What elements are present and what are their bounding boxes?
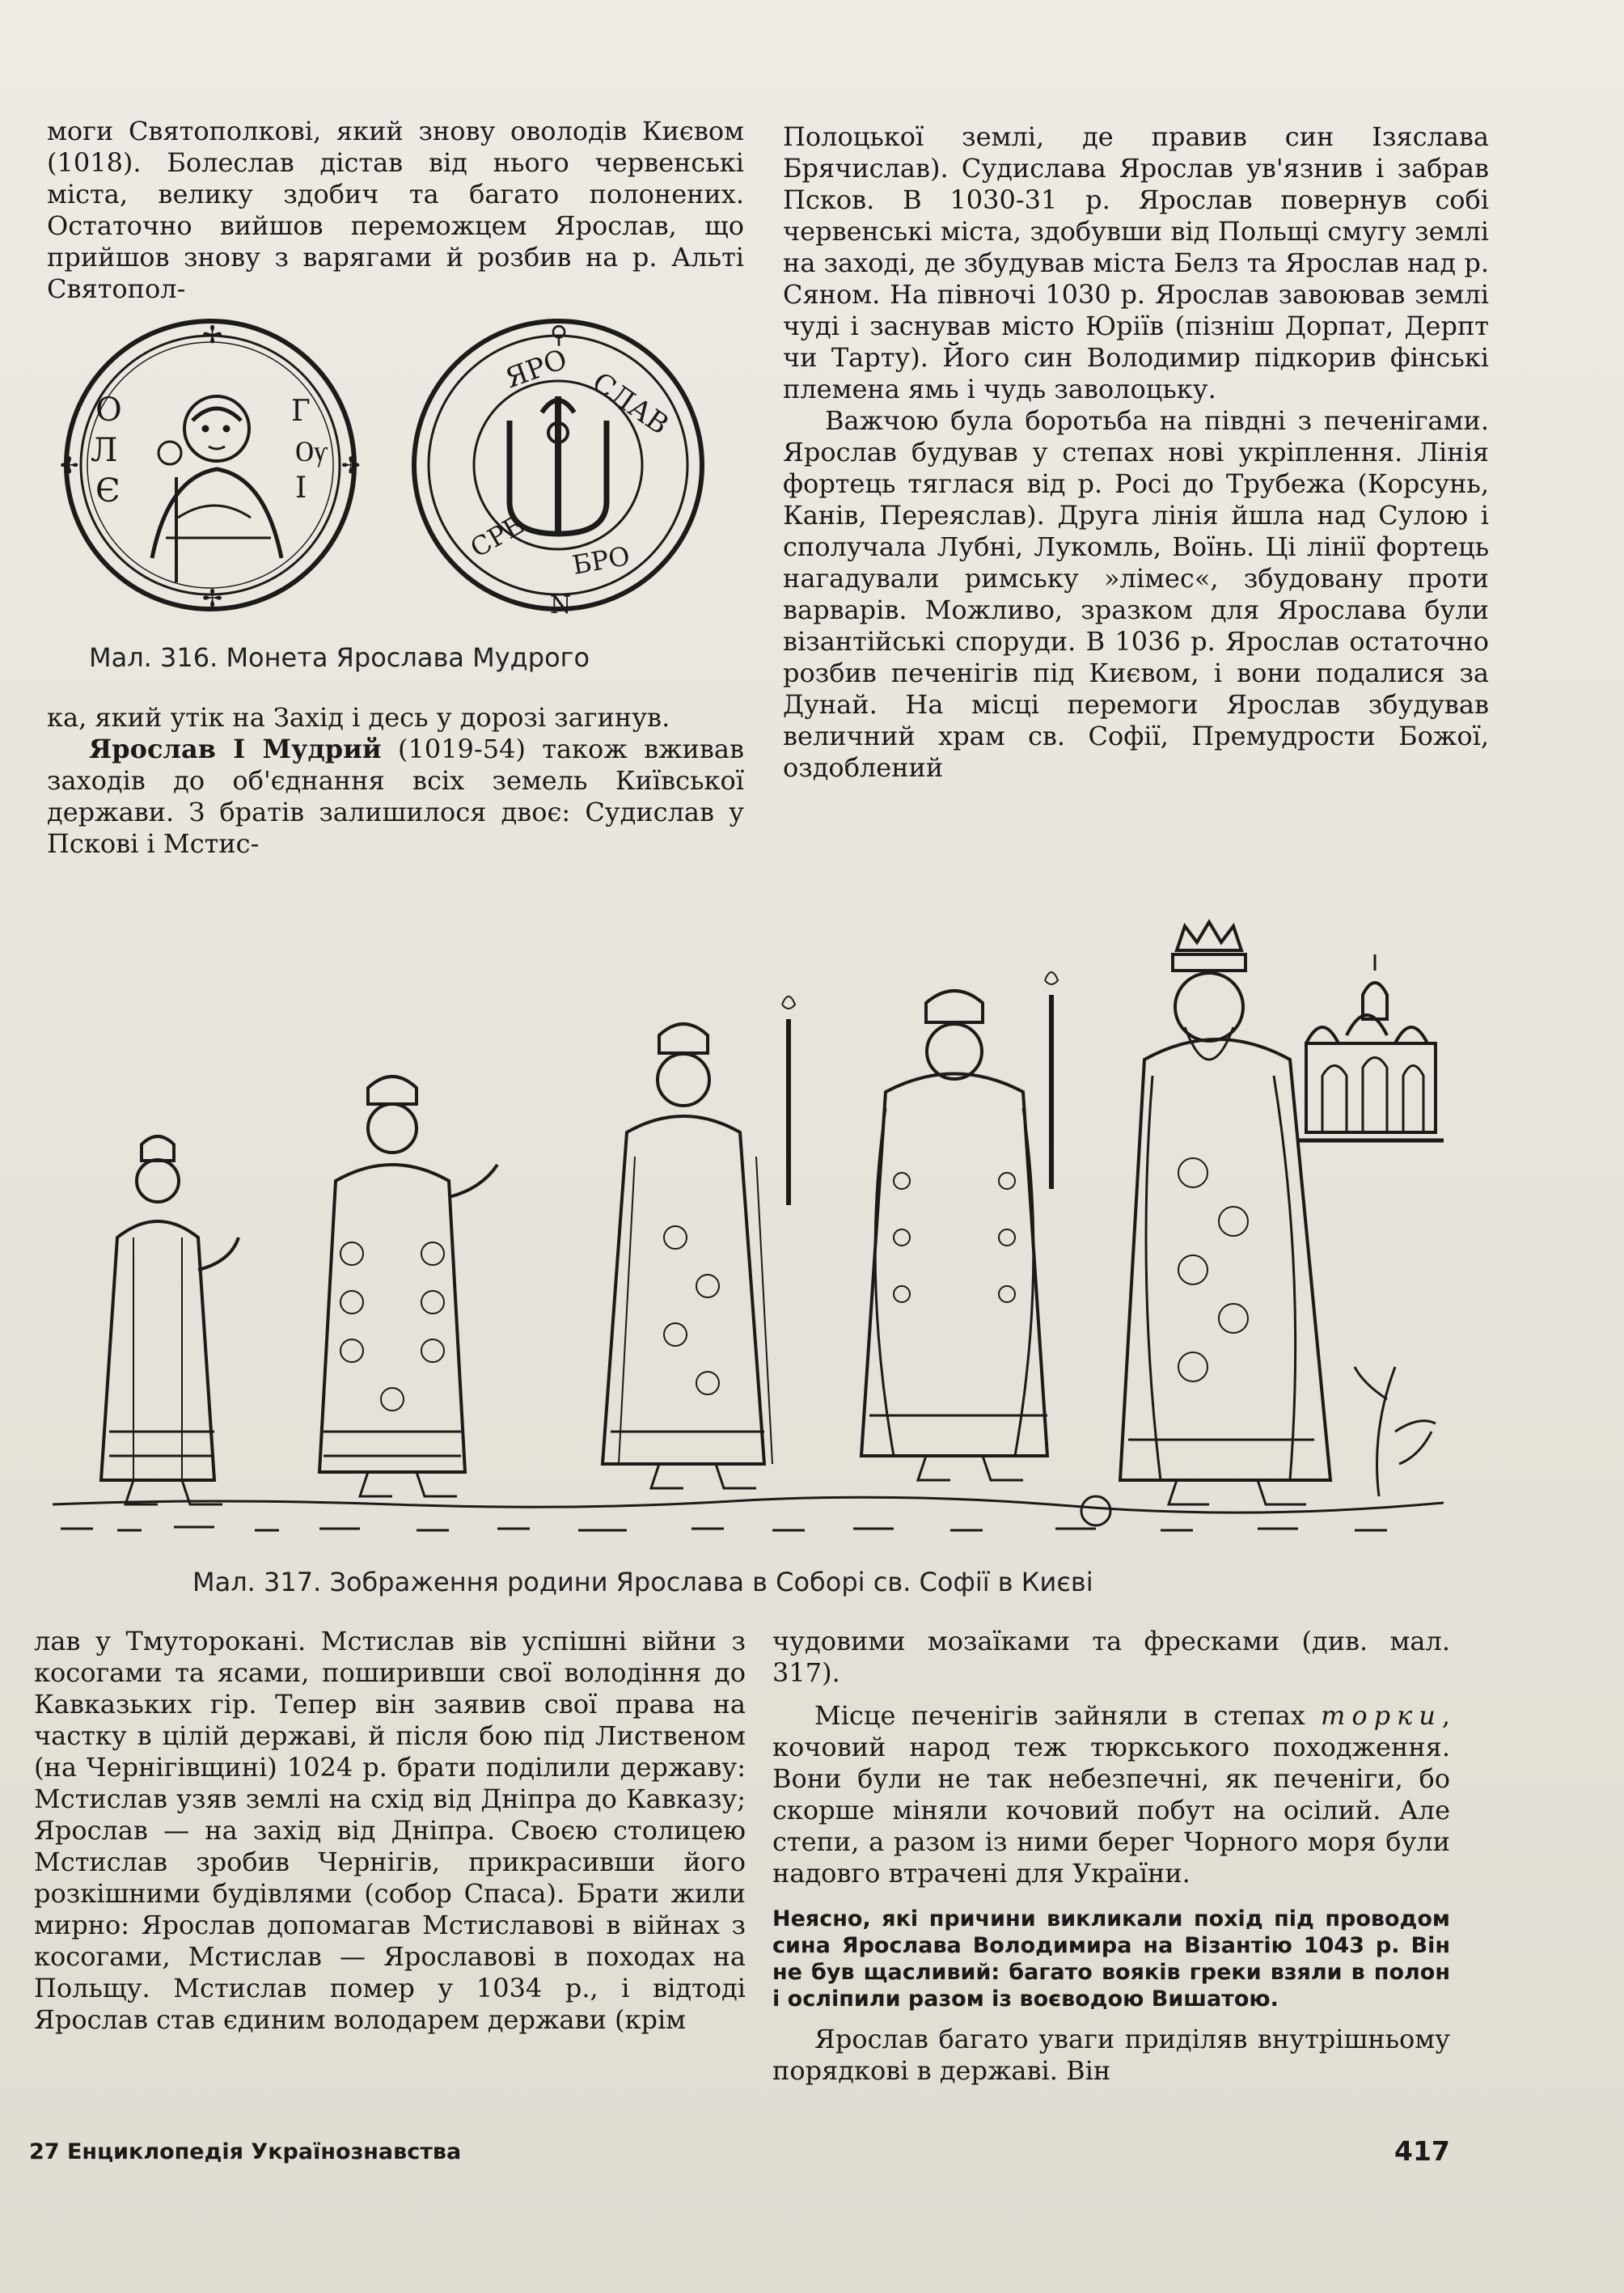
term-torky: торки [1321, 1700, 1442, 1731]
paragraph: чудовими мозаїками та фресками (див. мал. 317). [772, 1626, 1450, 1688]
figure-child-1 [101, 1136, 239, 1504]
paragraph-yaroslav [47, 734, 744, 860]
svg-text:СРЕ: СРЕ [465, 509, 530, 564]
figure-yaroslav [1120, 922, 1444, 1504]
paragraph-text: Місце печенігів зайняли в степах [814, 1700, 1322, 1731]
svg-text:✢: ✢ [202, 585, 223, 613]
family-illustration [44, 914, 1468, 1553]
svg-text:Г: Г [291, 395, 311, 428]
paragraph: Важчою була боротьба на півдні з печенігами. Ярослав будував у степах нові укріплення. Лінія фортець тяглася від р. Росі до Трубежа (Корсунь, Канів, Переяслав). Друга лінія йшла над Сулою і сполучала Лубні, Лукомль, Воїнь. Ці лінії фортець нагадували римську »лімес«, збудовану проти варварів. Можливо, зразком для Ярослава були візантійські споруди. В 1036 р. Ярослав остаточно розбив печенігів під Києвом, і вони подалися за Дунай. На місці перемоги Ярослав збудував величний храм св. Софії, Премудрости Божої, оздоблений [783, 405, 1489, 783]
left-column-middle [47, 702, 744, 860]
svg-text:Ν: Ν [550, 591, 572, 620]
svg-text:ЯРО: ЯРО [501, 343, 572, 396]
left-column-bottom [34, 1626, 746, 2036]
svg-text:✢: ✢ [202, 321, 223, 349]
svg-text:Є: Є [95, 472, 121, 510]
svg-text:БРО: БРО [569, 540, 632, 581]
svg-text:⚲: ⚲ [550, 321, 568, 349]
svg-text:СЛАВ: СЛАВ [586, 366, 675, 442]
paragraph: ка, який утік на Захід і десь у дорозі загинув. [47, 702, 670, 733]
paragraph: лав у Тмуторокані. Мстислав вів успішні війни з косогами та ясами, поширивши свої володіння до Кавказьких гір. Тепер він заявив свої права на частку в цілій державі, й після бою під Лиственом (на Чернігівщині) 1024 р. брати поділили державу: Мстислав узяв землі на схід від Дніпра до Кавказу; Ярослав — на захід від Дніпра. Своєю столицею Мстислав зробив Чернігів, прикрасивши його розкішними будівлями (собор Спаса). Брати жили мирно: Ярослав допомагав Мстиславові в війнах з косогами, Мстислав — Ярославові в походах на Польщу. Мстислав помер у 1034 р., і відтоді Ярослав став єдиним володарем держави (крім [34, 1626, 746, 2035]
heading-yaroslav: Ярослав І Мудрий [89, 734, 382, 764]
figure-child-2 [319, 1077, 497, 1496]
svg-text:Л: Л [91, 432, 118, 469]
svg-text:✢: ✢ [341, 452, 361, 479]
svg-text:О: О [95, 391, 122, 429]
paragraph: Полоцької землі, де правив син Ізяслава Брячислав). Судислава Ярослав ув'язнив і забрав Псков. В 1030-31 р. Ярослав повернув собі червенські міста, здобувши від Польщі смугу землі на заході, де збудував міста Белз та Ярослав над р. Сяном. На півночі 1030 р. Ярослав завоював землі чуді і заснував місто Юріїв (пізніш Дорпат, Дерпт чи Тарту). Його син Володимир підкорив фінські племена ямь і чудь заволоцьку. [783, 121, 1489, 404]
coin-obverse [60, 321, 360, 613]
footer-title: 27 Енциклопедія Українознавства [29, 2139, 462, 2164]
figure-child-3 [603, 996, 795, 1488]
figure-316-caption: Мал. 316. Монета Ярослава Мудрого [89, 642, 590, 673]
paragraph: Ярослав багато уваги приділяв внутрішньому порядкові в державі. Він [772, 2024, 1450, 2086]
coin-reverse [414, 321, 702, 620]
figure-317-caption: Мал. 317. Зображення родини Ярослава в Соборі св. Софії в Києві [192, 1567, 1093, 1597]
right-column-bottom [772, 1626, 1450, 2087]
svg-text:Ѹ: Ѹ [295, 435, 328, 468]
small-print-note: Неясно, які причини викликали похід під проводом сина Ярослава Володимира на Візантію 1043 р. Він не був щасливий: багато вояків греки взяли в полон і осліпили разом із воєводою Вишатою. [772, 1906, 1450, 2012]
paragraph: моги Святополкові, який знову оволодів Києвом (1018). Болеслав дістав від нього червенські міста, велику здобич та багато полонених. Остаточно вийшов переможцем Ярослав, що прийшов знову з варягами й розбив на р. Альті Святопол- [47, 116, 744, 304]
paragraph-torky [772, 1700, 1450, 1889]
right-column-top [783, 121, 1489, 784]
paragraph-text: , кочовий народ теж тюркського походження. Вони були не так небезпечні, як печеніги, бо скорше міняли кочовий побут на осілий. Але степи, а разом із ними берег Чорного моря були надовго втрачені для України. [772, 1700, 1450, 1889]
artist-monogram [1081, 1496, 1110, 1525]
svg-text:Ι: Ι [295, 472, 307, 505]
plant-decoration [1355, 1367, 1436, 1496]
paragraph-text: (1019-54) також вживав заходів до об'єднання всіх земель Київської держави. З братів залишилося двоє: Судислав у Пскові і Мстис- [47, 734, 745, 859]
church-model [1298, 954, 1444, 1140]
left-column-top [47, 116, 744, 305]
svg-text:✢: ✢ [60, 452, 79, 479]
page-number: 417 [1394, 2135, 1450, 2167]
figure-child-4 [861, 972, 1058, 1480]
coin-illustration [57, 315, 736, 623]
